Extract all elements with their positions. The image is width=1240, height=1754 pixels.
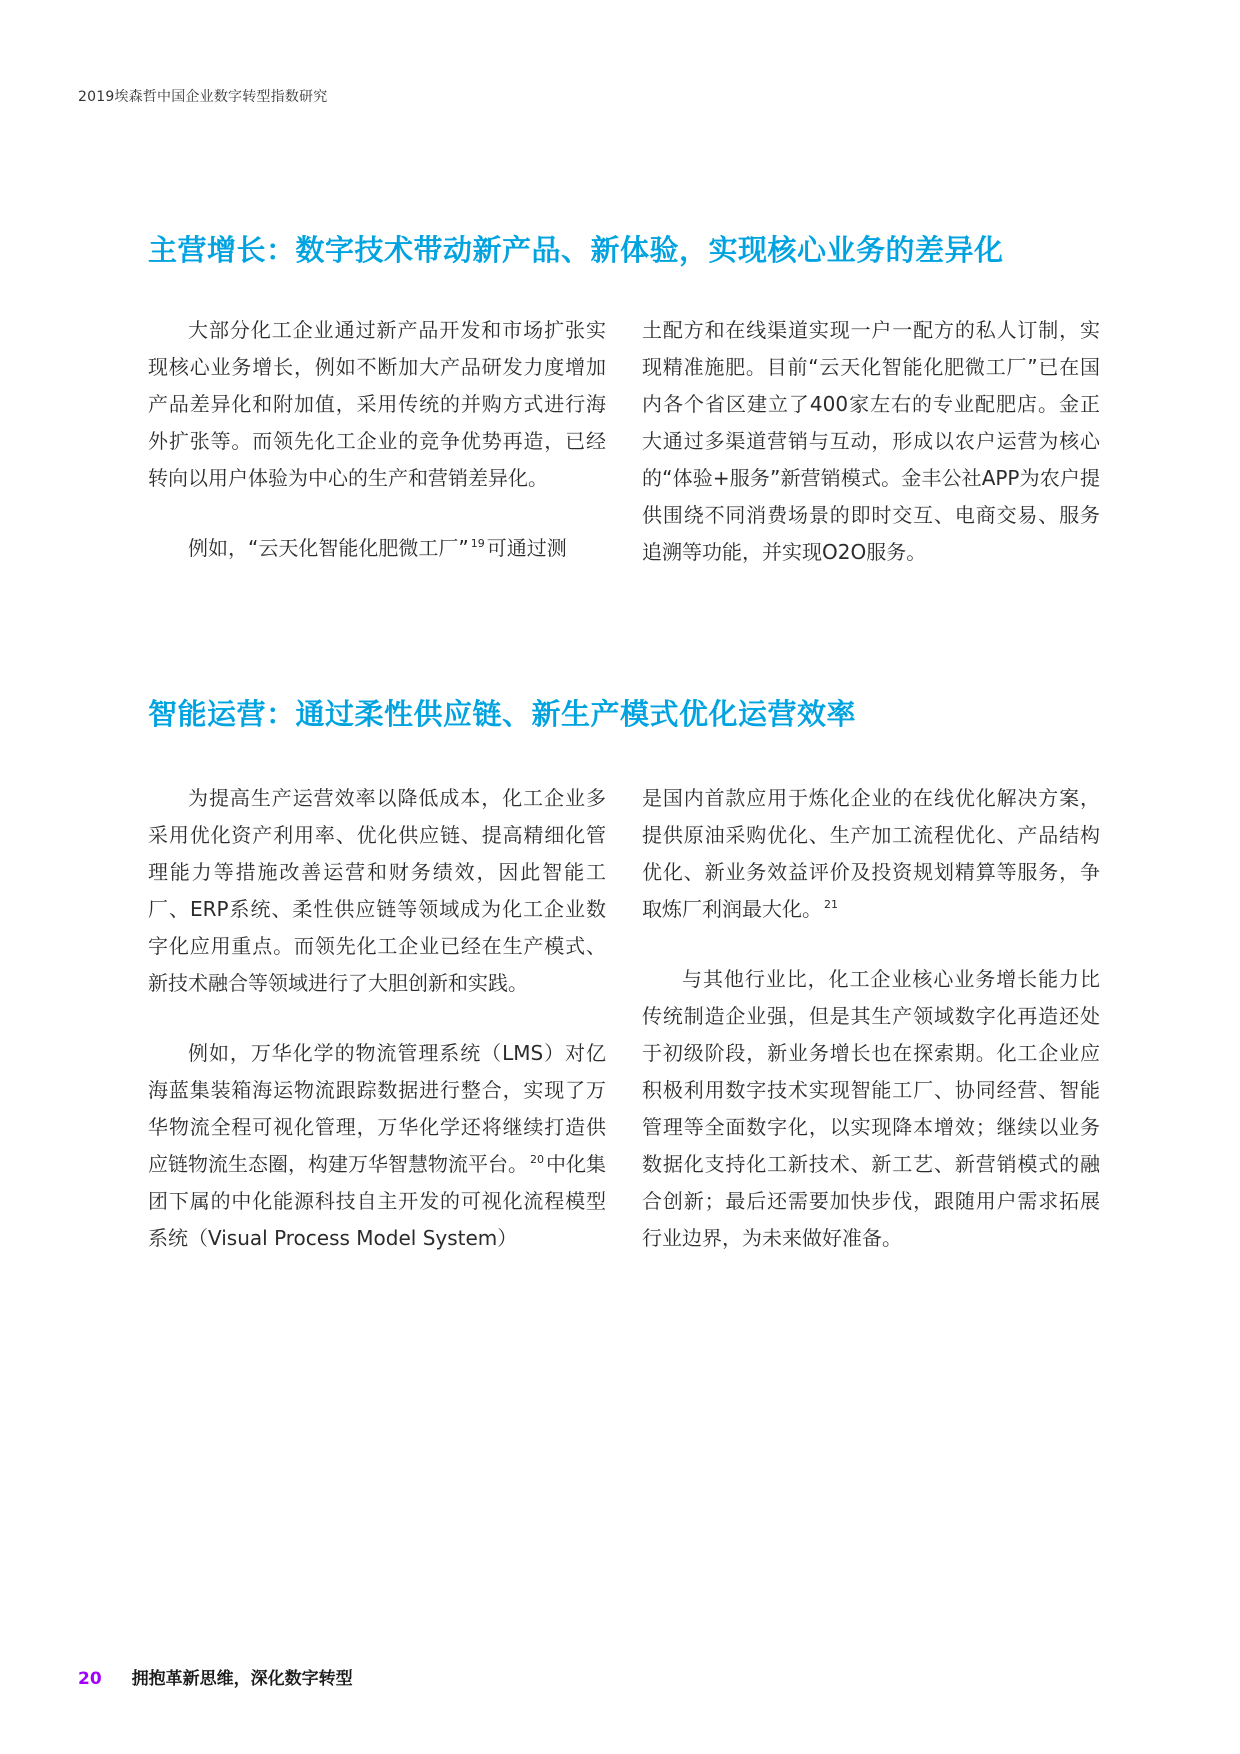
page-footer xyxy=(78,1664,353,1689)
running-header: 2019埃森哲中国企业数字转型指数研究 xyxy=(78,89,328,105)
paragraph-text: 例如，万华化学的物流管理系统（LMS）对亿海蓝集装箱海运物流跟踪数据进行整合，实现了万华物流全程可视化管理，万华化学还将继续打造供应链物流生态圈，构建万华智慧物流平台。 xyxy=(148,1041,606,1176)
section-heading-core-growth: 主营增长：数字技术带动新产品、新体验，实现核心业务的差异化 xyxy=(148,233,1004,267)
section1-left-column xyxy=(148,312,606,600)
paragraph-text: 中化集团下属的中化能源科技自主开发的可视化流程模型系统（Visual Process Model System） xyxy=(148,1152,606,1250)
paragraph xyxy=(148,1035,606,1257)
paragraph xyxy=(148,530,606,567)
page-number: 20 xyxy=(78,1669,102,1689)
paragraph-text: 可通过测 xyxy=(486,536,567,560)
paragraph: 为提高生产运营效率以降低成本，化工企业多采用优化资产利用率、优化供应链、提高精细化管理能力等措施改善运营和财务绩效，因此智能工厂、ERP系统、柔性供应链等领域成为化工企业数字化应用重点。而领先化工企业已经在生产模式、新技术融合等领域进行了大胆创新和实践。 xyxy=(148,786,606,995)
footnote-ref: 21 xyxy=(824,898,838,912)
section2-left-column xyxy=(148,780,606,1290)
footnote-ref: 19 xyxy=(470,537,485,551)
footnote-ref: 20 xyxy=(530,1153,544,1167)
section-heading-smart-operations: 智能运营：通过柔性供应链、新生产模式优化运营效率 xyxy=(148,697,857,731)
paragraph: 土配方和在线渠道实现一户一配方的私人订制，实现精准施肥。目前“云天化智能化肥微工厂”已在国内各个省区建立了400家左右的专业配肥店。金正大通过多渠道营销与互动，形成以农户运营为核心的“体验+服务”新营销模式。金丰公社APP为农户提供围绕不同消费场景的即时交互、电商交易、服务追溯等功能，并实现O2O服务。 xyxy=(642,318,1100,564)
section2-right-column xyxy=(642,780,1100,1290)
section1-right-column xyxy=(642,312,1100,604)
paragraph: 与其他行业比，化工企业核心业务增长能力比传统制造企业强，但是其生产领域数字化再造还处于初级阶段，新业务增长也在探索期。化工企业应积极利用数字技术实现智能工厂、协同经营、智能管理等全面数字化，以实现降本增效；继续以业务数据化支持化工新技术、新工艺、新营销模式的融合创新；最后还需要加快步伐，跟随用户需求拓展行业边界，为未来做好准备。 xyxy=(642,967,1100,1250)
paragraph: 大部分化工企业通过新产品开发和市场扩张实现核心业务增长，例如不断加大产品研发力度增加产品差异化和附加值，采用传统的并购方式进行海外扩张等。而领先化工企业的竞争优势再造，已经转向以用户体验为中心的生产和营销差异化。 xyxy=(148,318,606,490)
footer-title: 拥抱革新思维，深化数字转型 xyxy=(131,1669,353,1689)
paragraph xyxy=(642,780,1100,928)
paragraph-text: 例如，“云天化智能化肥微工厂” xyxy=(188,536,469,560)
paragraph-text: 是国内首款应用于炼化企业的在线优化解决方案，提供原油采购优化、生产加工流程优化、产品结构优化、新业务效益评价及投资规划精算等服务，争取炼厂利润最大化。 xyxy=(642,786,1100,921)
